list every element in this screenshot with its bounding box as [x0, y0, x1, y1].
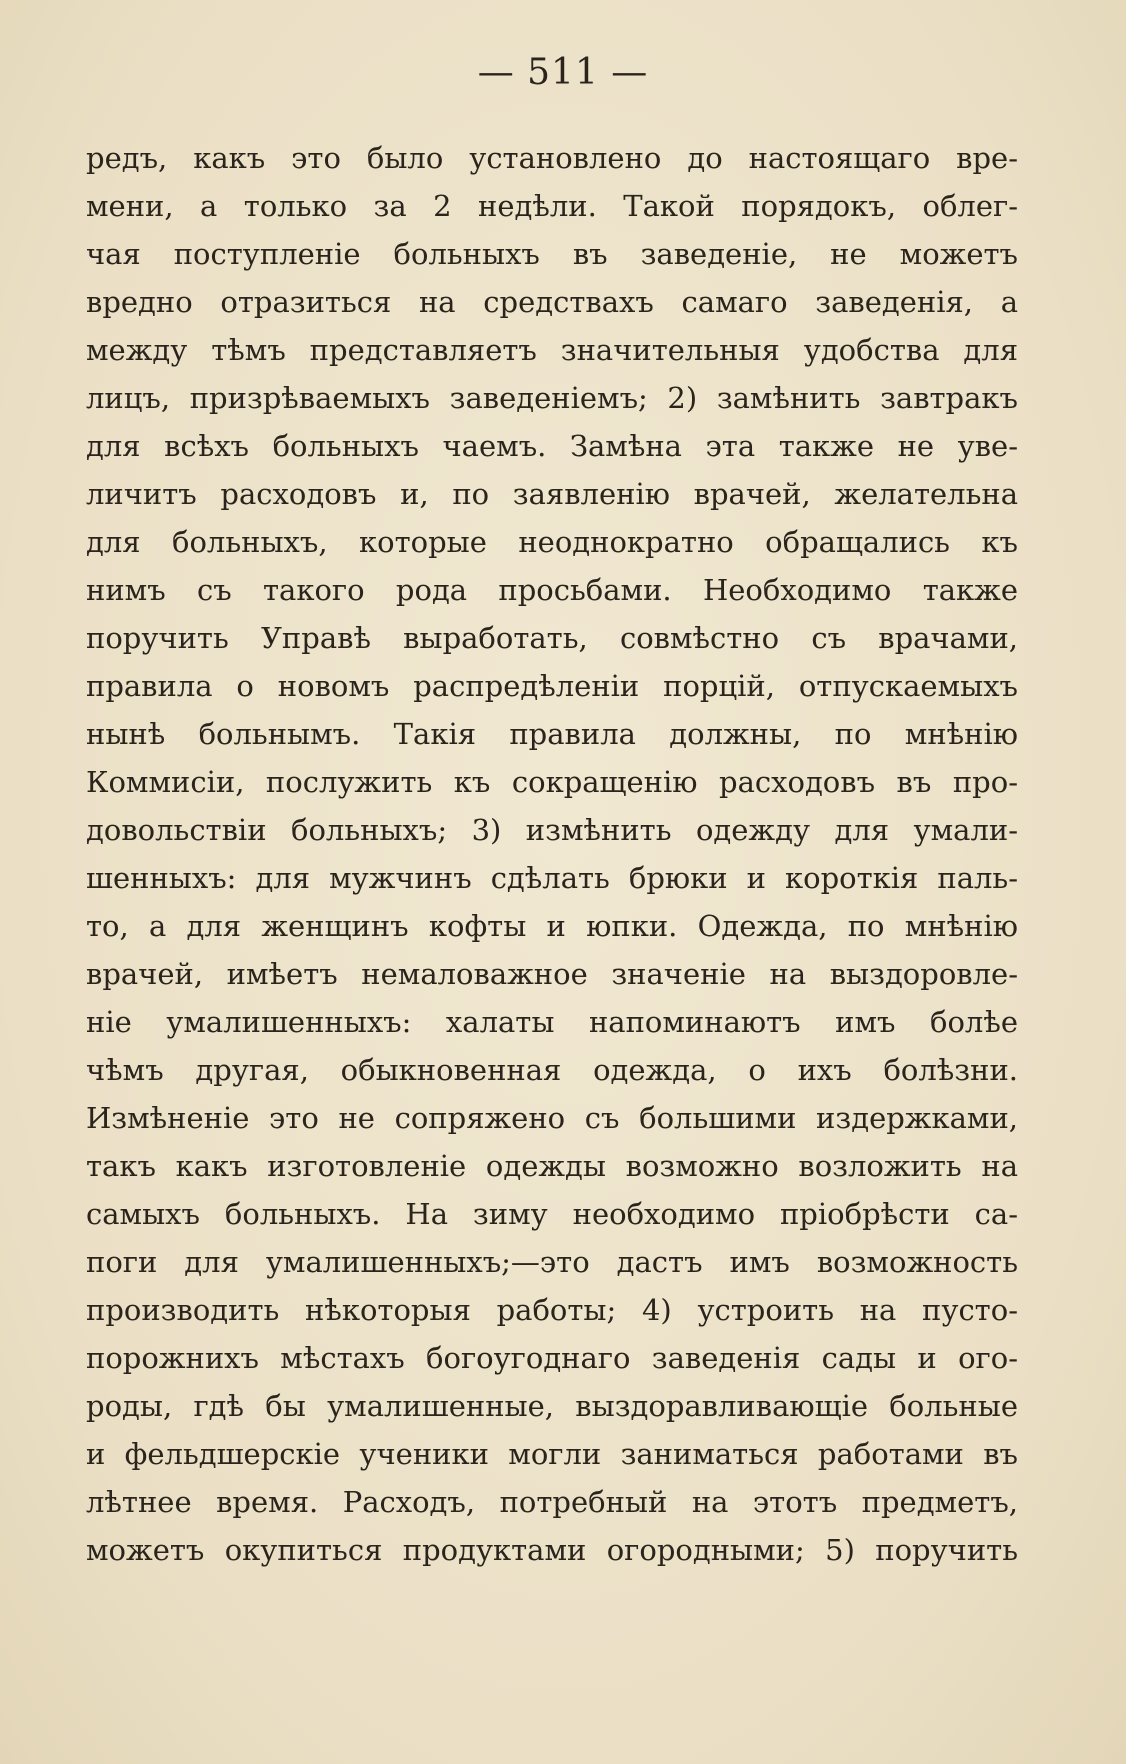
text-line: редъ, какъ это было установлено до настоящаго вре- — [86, 141, 1018, 175]
text-line: нынѣ больнымъ. Такія правила должны, по мнѣнію — [86, 717, 1018, 751]
text-line: можетъ окупиться продуктами огородными; 5) поручить — [86, 1533, 1018, 1567]
text-line: вредно отразиться на средствахъ самаго заведенія, а — [86, 285, 1018, 319]
text-line: лицъ, призрѣваемыхъ заведеніемъ; 2) замѣнить завтракъ — [86, 381, 1018, 415]
text-line: роды, гдѣ бы умалишенные, выздоравливающіе больные — [86, 1389, 1018, 1423]
text-line: самыхъ больныхъ. На зиму необходимо пріобрѣсти са- — [86, 1197, 1018, 1231]
body-text — [86, 134, 1018, 1574]
text-line: чая поступленіе больныхъ въ заведеніе, не можетъ — [86, 237, 1018, 271]
text-line: правила о новомъ распредѣленіи порцій, отпускаемыхъ — [86, 669, 1018, 703]
text-line: ніе умалишенныхъ: халаты напоминаютъ имъ болѣе — [86, 1005, 1018, 1039]
text-line: чѣмъ другая, обыкновенная одежда, о ихъ болѣзни. — [86, 1053, 1018, 1087]
text-line: врачей, имѣетъ немаловажное значеніе на выздоровле- — [86, 957, 1018, 991]
text-line: для больныхъ, которые неоднократно обращались къ — [86, 525, 1018, 559]
text-line: порожнихъ мѣстахъ богоугоднаго заведенія сады и ого- — [86, 1341, 1018, 1375]
text-line: лѣтнее время. Расходъ, потребный на этотъ предметъ, — [86, 1485, 1018, 1519]
text-line: и фельдшерскіе ученики могли заниматься работами въ — [86, 1437, 1018, 1471]
text-line: Коммисіи, послужить къ сокращенію расходовъ въ про- — [86, 765, 1018, 799]
text-line: между тѣмъ представляетъ значительныя удобства для — [86, 333, 1018, 367]
text-line: Измѣненіе это не сопряжено съ большими издержками, — [86, 1101, 1018, 1135]
page-number: — 511 — — [477, 52, 649, 93]
text-line: личитъ расходовъ и, по заявленію врачей, желательна — [86, 477, 1018, 511]
text-line: такъ какъ изготовленіе одежды возможно возложить на — [86, 1149, 1018, 1183]
text-line: поручить Управѣ выработать, совмѣстно съ врачами, — [86, 621, 1018, 655]
text-line: для всѣхъ больныхъ чаемъ. Замѣна эта также не уве- — [86, 429, 1018, 463]
text-line: поги для умалишенныхъ;—это дастъ имъ возможность — [86, 1245, 1018, 1279]
text-line: то, а для женщинъ кофты и юпки. Одежда, по мнѣнію — [86, 909, 1018, 943]
text-line: довольствіи больныхъ; 3) измѣнить одежду для умали- — [86, 813, 1018, 847]
text-line: шенныхъ: для мужчинъ сдѣлать брюки и короткія паль- — [86, 861, 1018, 895]
text-line: мени, а только за 2 недѣли. Такой порядокъ, облег- — [86, 189, 1018, 223]
text-line: производить нѣкоторыя работы; 4) устроить на пусто- — [86, 1293, 1018, 1327]
text-line: нимъ съ такого рода просьбами. Необходимо также — [86, 573, 1018, 607]
